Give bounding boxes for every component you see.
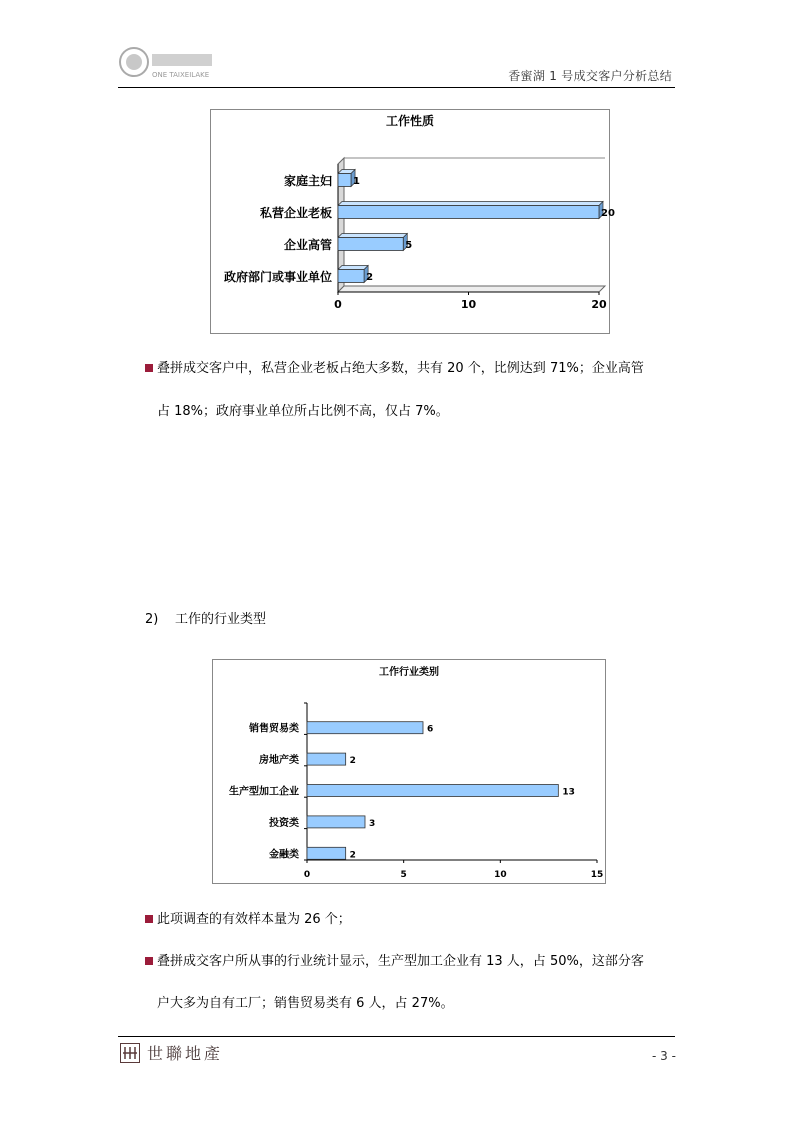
data-label: 6 (427, 724, 434, 735)
company-logo (116, 44, 224, 84)
work-nature-chart (210, 109, 615, 334)
document-title: 香蜜湖 1 号成交客户分析总结 (508, 69, 672, 83)
data-label: 13 (562, 787, 575, 798)
section-number: 2) (145, 612, 159, 627)
industry-type-chart (212, 659, 606, 884)
bar-top (338, 266, 368, 270)
paragraph-line: 占 18%；政府事业单位所占比例不高，仅占 7%。 (157, 404, 449, 419)
bar (307, 722, 423, 734)
category-label: 投资类 (269, 817, 299, 829)
category-label: 房地产类 (259, 755, 299, 767)
bar (338, 270, 364, 283)
chart-title: 工作行业类别 (379, 667, 439, 678)
category-label: 家庭主妇 (283, 174, 332, 188)
paragraph-line: 叠拼成交客户中，私营企业老板占绝大多数，共有 20 个，比例达到 71%；企业高管 (157, 361, 644, 376)
bullet-icon (145, 957, 153, 965)
company-mark-icon (120, 1043, 140, 1063)
header-divider (118, 87, 675, 88)
bar (307, 847, 346, 859)
x-tick-label: 0 (334, 298, 342, 311)
paragraph-line: 此项调查的有效样本量为 26 个； (157, 912, 351, 927)
bullet-icon (145, 364, 153, 372)
category-label: 私营企业老板 (259, 206, 332, 220)
section-title: 工作的行业类型 (175, 612, 267, 627)
paragraph-sample-size (145, 909, 351, 931)
x-tick-label: 10 (494, 870, 507, 880)
data-label: 2 (349, 756, 356, 767)
x-tick-label: 0 (303, 870, 311, 880)
section-heading (145, 608, 266, 627)
footer-divider (118, 1036, 675, 1037)
bar (307, 816, 365, 828)
data-label: 3 (369, 818, 376, 829)
floor (338, 286, 605, 292)
paragraph-line: 叠拼成交客户所从事的行业统计显示，生产型加工企业有 13 人，占 50%，这部分客 (157, 954, 644, 969)
bar (307, 785, 558, 797)
bar (338, 238, 403, 251)
data-label: 1 (353, 176, 361, 187)
category-label: 生产型加工企业 (229, 786, 299, 798)
x-tick-label: 15 (590, 870, 604, 880)
category-label: 政府部门或事业单位 (223, 270, 332, 284)
category-label: 企业高管 (283, 238, 332, 252)
paragraph-work-nature (145, 358, 685, 380)
x-tick-label: 10 (460, 298, 477, 311)
bullet-icon (145, 915, 153, 923)
data-label: 5 (405, 240, 413, 251)
category-label: 金融类 (269, 849, 299, 861)
back-wall (344, 158, 605, 286)
data-label: 20 (601, 208, 615, 219)
bar (307, 753, 346, 765)
paragraph-line: 户大多为自有工厂；销售贸易类有 6 人，占 27%。 (157, 996, 454, 1011)
bar (338, 174, 351, 187)
data-label: 2 (349, 850, 356, 861)
company-name: 世聯地產 (147, 1044, 224, 1063)
page-number: - 3 - (652, 1049, 676, 1063)
category-label: 销售贸易类 (249, 723, 299, 735)
bar-top (338, 202, 603, 206)
chart-title: 工作性质 (385, 114, 435, 128)
x-tick-label: 5 (400, 870, 407, 880)
logo-text: ONE TAIXEILAKE (152, 71, 210, 79)
x-tick-label: 20 (591, 298, 607, 311)
bar-top (338, 234, 407, 238)
bar (338, 206, 599, 219)
paragraph-industry (145, 951, 644, 973)
data-label: 2 (366, 272, 374, 283)
